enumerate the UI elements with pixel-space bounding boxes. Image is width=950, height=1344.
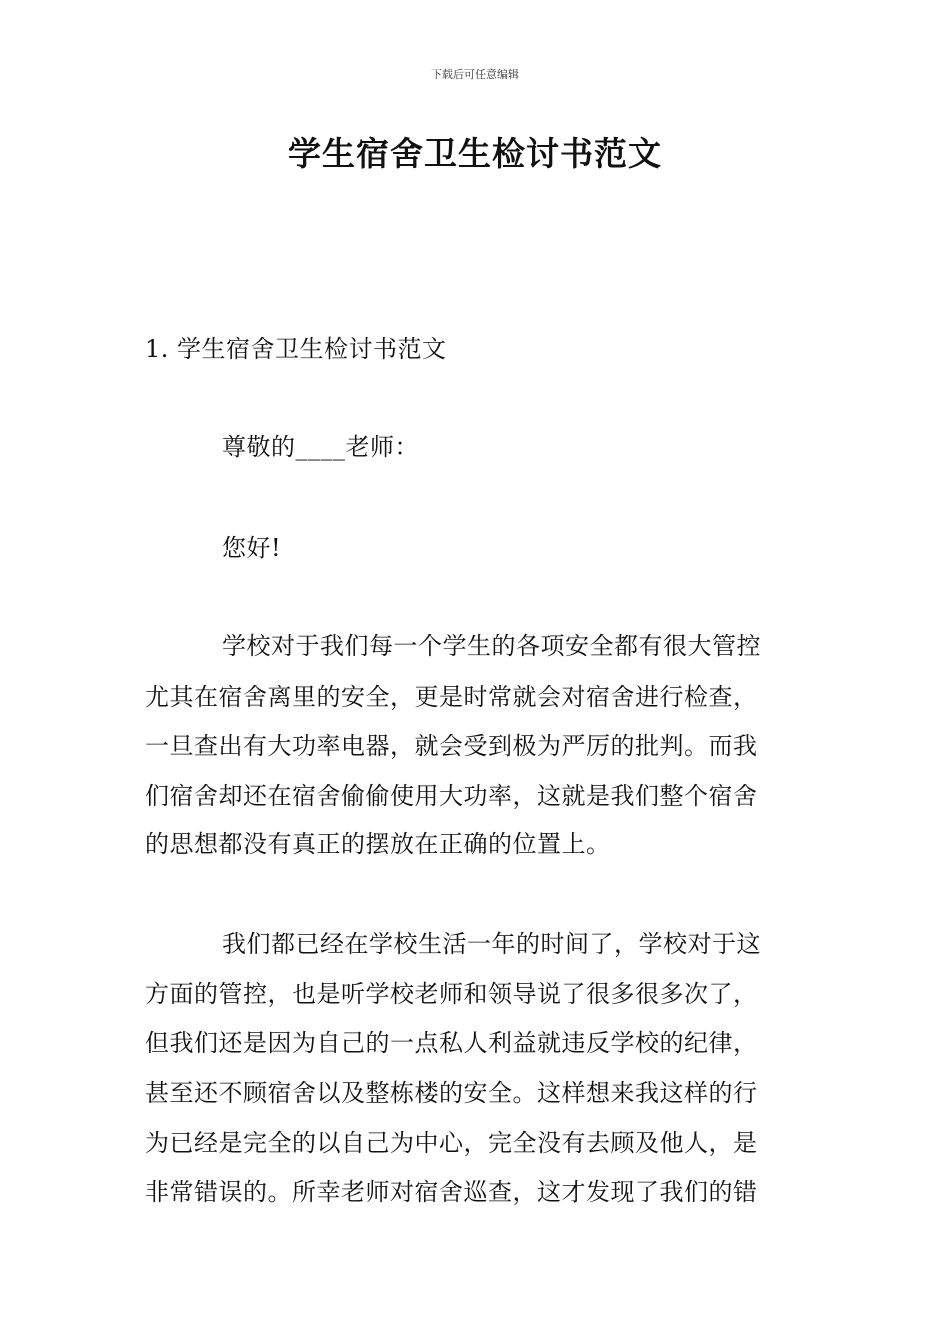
paragraph-line: 为已经是完全的以自己为中心，完全没有去顾及他人，是: [145, 1129, 758, 1157]
paragraph-line: 甚至还不顾宿舍以及整栋楼的安全。这样想来我这样的行: [145, 1079, 758, 1107]
paragraph-line: 但我们还是因为自己的一点私人利益就违反学校的纪律，: [145, 1029, 758, 1057]
paragraph-line: 学校对于我们每一个学生的各项安全都有很大管控: [222, 632, 761, 660]
paragraph-line: 们宿舍却还在宿舍偷偷使用大功率，这就是我们整个宿舍: [145, 782, 758, 810]
paragraph-line: 我们都已经在学校生活一年的时间了，学校对于这: [222, 930, 761, 958]
salutation: 尊敬的____老师：: [222, 433, 419, 461]
section-heading: 1. 学生宿舍卫生检讨书范文: [145, 335, 447, 363]
header-note: 下载后可任意编辑: [431, 68, 519, 81]
paragraph-line: 非常错误的。所幸老师对宿舍巡查，这才发现了我们的错: [145, 1178, 758, 1206]
paragraph-line: 的思想都没有真正的摆放在正确的位置上。: [145, 830, 611, 858]
paragraph-line: 一旦查出有大功率电器，就会受到极为严厉的批判。而我: [145, 732, 758, 760]
paragraph-line: 方面的管控，也是听学校老师和领导说了很多很多次了，: [145, 980, 758, 1008]
paragraph-line: 尤其在宿舍离里的安全，更是时常就会对宿舍进行检查，: [145, 683, 758, 711]
greeting: 您好!: [222, 534, 282, 562]
document-title: 学生宿舍卫生检讨书范文: [288, 134, 662, 173]
